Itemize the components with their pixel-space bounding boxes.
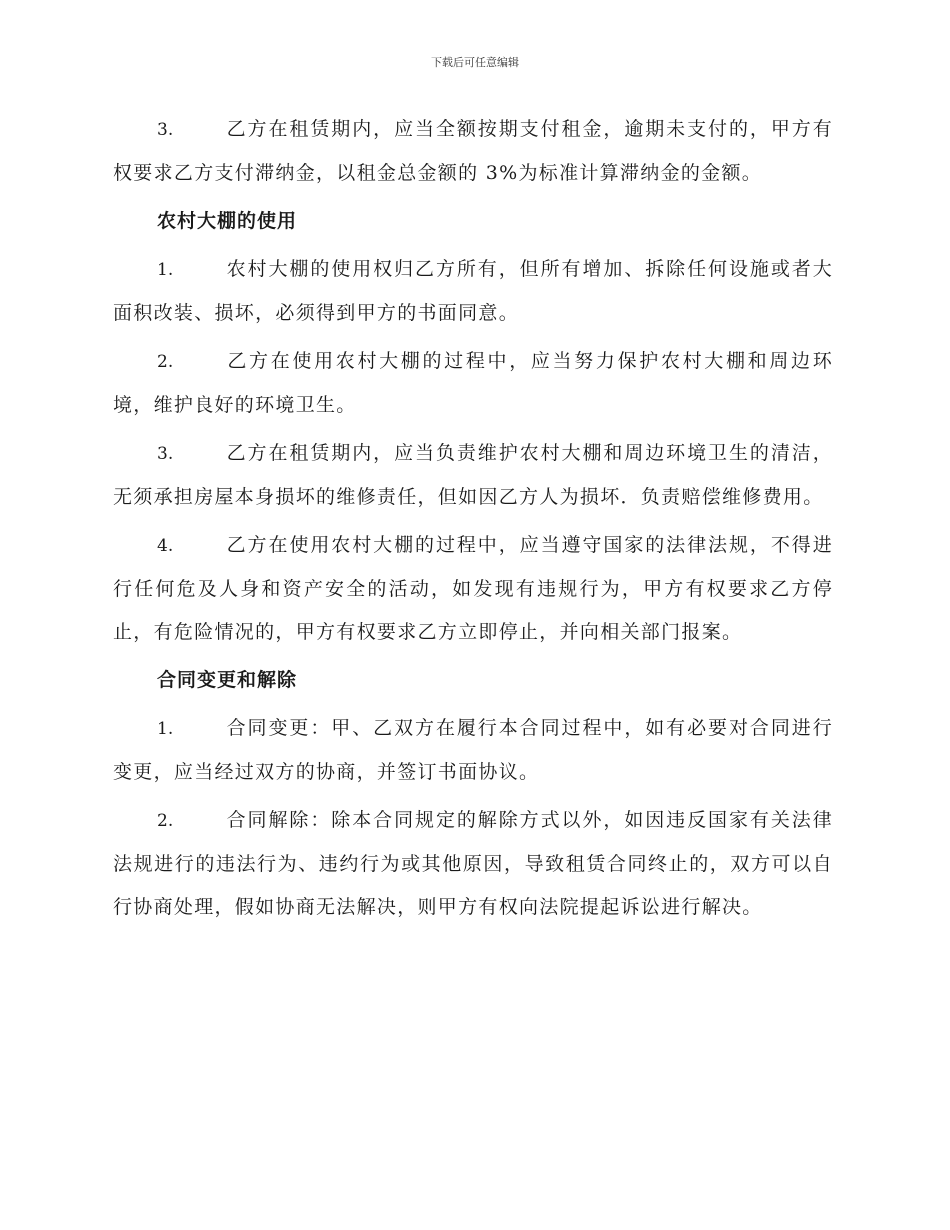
clause-text: 乙方在租赁期内，应当全额按期支付租金，逾期未支付的，甲方有权要求乙方支付滞纳金，以租金总金额的 3%为标准计算滞纳金的金额。 <box>113 118 833 184</box>
section-heading-usage: 农村大棚的使用 <box>157 210 298 232</box>
section-heading-contract-change: 合同变更和解除 <box>157 669 298 691</box>
clause-number: 1. <box>157 719 174 739</box>
contract-clause-2 <box>113 799 833 929</box>
clause-number: 4. <box>157 536 174 556</box>
clause-number: 2. <box>157 811 174 831</box>
clause-number: 1. <box>157 260 174 280</box>
clause-text: 乙方在使用农村大棚的过程中，应当努力保护农村大棚和周边环境，维护良好的环境卫生。 <box>113 350 833 416</box>
clause-text: 乙方在使用农村大棚的过程中，应当遵守国家的法律法规，不得进行任何危及人身和资产安全的活动，如发现有违规行为，甲方有权要求乙方停止，有危险情况的，甲方有权要求乙方立即停止，并向相关部门报案。 <box>113 534 833 643</box>
contract-clause-1 <box>113 707 833 794</box>
clause-number: 3. <box>157 120 174 140</box>
clause-text: 合同变更：甲、乙双方在履行本合同过程中，如有必要对合同进行变更，应当经过双方的协商，并签订书面协议。 <box>113 717 833 783</box>
usage-clause-3 <box>113 432 833 519</box>
clause-3-payment <box>113 108 833 195</box>
document-body <box>113 108 833 934</box>
usage-clause-1 <box>113 248 833 335</box>
clause-text: 乙方在租赁期内，应当负责维护农村大棚和周边环境卫生的清洁，无须承担房屋本身损坏的维修责任，但如因乙方人为损坏．负责赔偿维修费用。 <box>113 442 833 508</box>
header-note: 下载后可任意编辑 <box>431 56 519 69</box>
usage-clause-2 <box>113 340 833 427</box>
clause-number: 2. <box>157 352 174 372</box>
usage-clause-4 <box>113 524 833 654</box>
clause-text: 农村大棚的使用权归乙方所有，但所有增加、拆除任何设施或者大面积改装、损坏，必须得到甲方的书面同意。 <box>113 258 833 324</box>
clause-text: 合同解除：除本合同规定的解除方式以外，如因违反国家有关法律法规进行的违法行为、违约行为或其他原因，导致租赁合同终止的，双方可以自行协商处理，假如协商无法解决，则甲方有权向法院提起诉讼进行解决。 <box>113 809 833 918</box>
clause-number: 3. <box>157 444 174 464</box>
